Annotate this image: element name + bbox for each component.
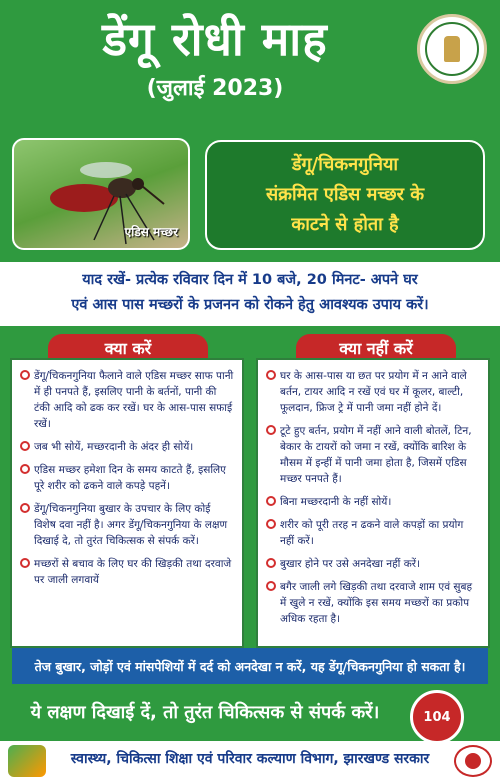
list-item: बगैर जाली लगे खिड़की तथा दरवाजे शाम एवं सुबह में खुले न रखें, क्योंकि इस समय मच्छरों का प्रकोप अधिक रहता है। xyxy=(266,579,480,627)
page-title: डेंगू रोधी माह xyxy=(102,12,328,66)
poster-header xyxy=(0,0,500,132)
list-item: डेंगू/चिकनगुनिया फैलाने वाले एडिस मच्छर साफ पानी में ही पनपते हैं, इसलिए पानी के बर्तनों, पानी की टंकी आदि को ढक कर रखें। घर के आस-पास सफाई रखें। xyxy=(20,368,234,432)
bullet-icon xyxy=(20,464,30,474)
list-item: डेंगू/चिकनगुनिया बुखार के उपचार के लिए कोई विशेष दवा नहीं है। अगर डेंगू/चिकनगुनिया के लक्षण दिखाई दे, तो तुरंत चिकित्सक से संपर्क करें। xyxy=(20,501,234,549)
warning-banner: तेज बुखार, जोड़ों एवं मांसपेशियों में दर्द को अनदेखा न करें, यह डेंगू/चिकनगुनिया हो सकता है। xyxy=(12,648,488,684)
list-item: जब भी सोयें, मच्छरदानी के अंदर ही सोयें। xyxy=(20,439,234,455)
remember-notice xyxy=(0,262,500,326)
remember-line-2: एवं आस पास मच्छरों के प्रजनन को रोकने हेतु आवश्यक उपाय करें। xyxy=(71,297,429,313)
bullet-icon xyxy=(20,441,30,451)
headline-line-2: संक्रमित एडिस मच्छर के xyxy=(265,184,425,205)
bullet-icon xyxy=(20,370,30,380)
remember-line-1: याद रखें- प्रत्येक रविवार दिन में 10 बजे, 20 मिनट- अपने घर xyxy=(82,272,418,288)
dos-list xyxy=(12,360,242,601)
donts-column xyxy=(256,358,490,648)
headline-box xyxy=(205,140,485,250)
bullet-icon xyxy=(266,425,276,435)
contact-section xyxy=(0,690,500,736)
list-item: घर के आस-पास या छत पर प्रयोग में न आने वाले बर्तन, टायर आदि न रखें एवं घर में कूलर, बाल्टी, फूलदान, फ्रिज ट्रे में पानी जमा नहीं होने दें। xyxy=(266,368,480,416)
jharkhand-emblem-icon xyxy=(417,14,487,84)
health-dept-logo-icon xyxy=(8,745,46,777)
footer xyxy=(0,741,500,781)
helpline-104-icon: 104 xyxy=(410,690,464,744)
donts-list xyxy=(258,360,488,640)
list-item: बुखार होने पर उसे अनदेखा नहीं करें। xyxy=(266,556,480,572)
bullet-icon xyxy=(20,503,30,513)
national-health-mission-logo-icon xyxy=(454,745,492,777)
dos-column xyxy=(10,358,244,648)
bullet-icon xyxy=(266,581,276,591)
list-item: एडिस मच्छर हमेशा दिन के समय काटते हैं, इसलिए पूरे शरीर को ढकने वाले कपड़े पहनें। xyxy=(20,462,234,494)
bullet-icon xyxy=(266,496,276,506)
footer-text: स्वास्थ्य, चिकित्सा शिक्षा एवं परिवार कल्याण विभाग, झारखण्ड सरकार xyxy=(70,751,430,767)
bullet-icon xyxy=(266,519,276,529)
mosquito-photo xyxy=(12,138,190,250)
image-caption: एडिस मच्छर xyxy=(124,225,178,239)
bullet-icon xyxy=(266,370,276,380)
page-subtitle: (जुलाई 2023) xyxy=(146,76,284,101)
dos-heading: क्या करें xyxy=(48,334,208,364)
dos-donts-section xyxy=(0,326,500,652)
headline-line-1: डेंगू/चिकनगुनिया xyxy=(291,154,399,175)
contact-text: ये लक्षण दिखाई दें, तो तुरंत चिकित्सक से संपर्क करें। xyxy=(30,702,380,723)
list-item: बिना मच्छरदानी के नहीं सोयें। xyxy=(266,494,480,510)
donts-heading: क्या नहीं करें xyxy=(296,334,456,364)
bullet-icon xyxy=(20,558,30,568)
headline-line-3: काटने से होता है xyxy=(291,214,399,235)
emblem-inner xyxy=(425,22,479,76)
bullet-icon xyxy=(266,558,276,568)
list-item: मच्छरों से बचाव के लिए घर की खिड़की तथा दरवाजे पर जाली लगवायें xyxy=(20,556,234,588)
list-item: शरीर को पूरी तरह न ढकने वाले कपड़ों का प्रयोग नहीं करें। xyxy=(266,517,480,549)
list-item: टूटे हुए बर्तन, प्रयोग में नहीं आने वाली बोतलें, टिन, बेकार के टायरों को जमा न रखें, क्योंकि बारिश के मौसम में इन्हीं में पानी जमा होता है, जिसमें एडिस मच्छर पनपते हैं। xyxy=(266,423,480,487)
